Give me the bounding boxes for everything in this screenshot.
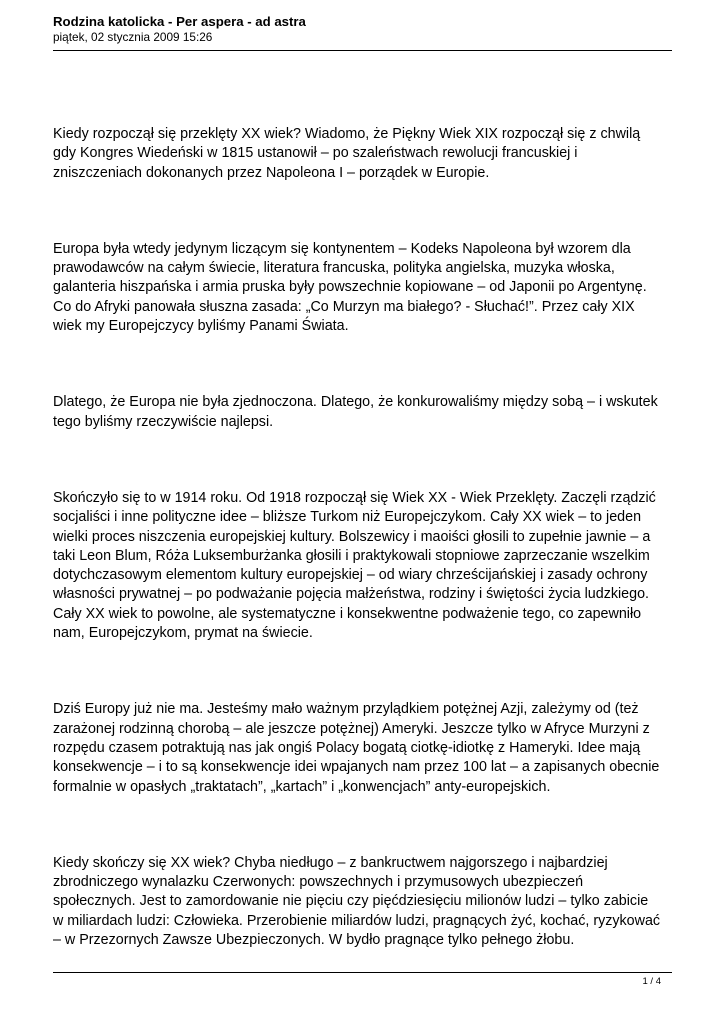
header-divider: [53, 50, 672, 51]
paragraph: Dlatego, że Europa nie była zjednoczona. Dlatego, że konkurowaliśmy między sobą – i wskutek tego byliśmy rzeczywiście najlepsi.: [53, 394, 658, 430]
paragraph: Kiedy rozpoczął się przeklęty XX wiek? Wiadomo, że Piękny Wiek XIX rozpoczął się z chwilą gdy Kongres Wiedeński w 1815 ustanowił – po szaleństwach rewolucji francuskiej i zniszczeniach dokonanych przez Napoleona I – porządek w Europie.: [53, 126, 641, 181]
page-number: 1 / 4: [642, 976, 661, 987]
document-date: piątek, 02 stycznia 2009 15:26: [53, 30, 213, 44]
paragraph: Kiedy skończy się XX wiek? Chyba niedługo – z bankructwem najgorszego i najbardziej zbrodniczego wynalazku Czerwonych: powszechnych i przymusowych ubezpieczeń społecznych. Jest to zamordowanie nie pięciu czy pięćdziesięciu milionów ludzi – tylko zabicie w miliardach ludzi: Człowieka. Przerobienie miliardów ludzi, pragnących żyć, kochać, ryzykować – w Przezornych Zawsze Ubezpieczonych. W bydło pragnące tylko pełnego żłobu.: [53, 854, 661, 949]
paragraph: Dziś Europy już nie ma. Jesteśmy mało ważnym przylądkiem potężnej Azji, zależymy od (też zarażonej rodzinną chorobą – ale jeszcze potężnej) Ameryki. Jeszcze tylko w Afryce Murzyni z rozpędu czasem potraktują nas jak ongiś Polacy bogatą ciotkę-idiotkę z Hameryki. Idee mają konsekwencje – i to są konsekwencje idei wpajanych nam przez 100 lat – a zapisanych obecnie formalnie w opasłych „traktatach”, „kartach” i „konwencjach” anty-europejskich.: [53, 701, 660, 795]
document-title: Rodzina katolicka - Per aspera - ad astra: [53, 14, 306, 29]
article-body: [53, 125, 678, 1007]
paragraph: Skończyło się to w 1914 roku. Od 1918 rozpoczął się Wiek XX - Wiek Przeklęty. Zaczęli rządzić socjaliści i inne polityczne idee – bliższe Turkom niż Europejczykom. Cały XX wiek – to jeden wielki proces niszczenia europejskiej kultury. Bolszewicy i maoiści głosili to zupełnie jawnie – a taki Leon Blum, Róża Luksemburżanka głosili i praktykowali stopniowe zaprzeczanie wszelkim dotychczasowym elementom kultury europejskiej – od wiary chrześcijańskiej i zasady ochrony własności prywatnej – po podważanie pojęcia małżeństwa, rodziny i świętości życia ludzkiego. Cały XX wiek to powolne, ale systematyczne i konsekwentne podważenie tego, co zapewniło nam, Europejczykom, prymat na świecie.: [53, 489, 656, 642]
footer-divider: [53, 972, 672, 973]
paragraph: Europa była wtedy jedynym liczącym się kontynentem – Kodeks Napoleona był wzorem dla prawodawców na całym świecie, literatura francuska, polityka angielska, muzyka włoska, galanteria hiszpańska i armia pruska były powszechnie kopiowane – od Japonii po Argentynę. Co do Afryki panowała słuszna zasada: „Co Murzyn ma białego? - Słuchać!”. Przez cały XIX wiek my Europejczycy byliśmy Panami Świata.: [53, 240, 647, 335]
document-header: [53, 14, 673, 45]
